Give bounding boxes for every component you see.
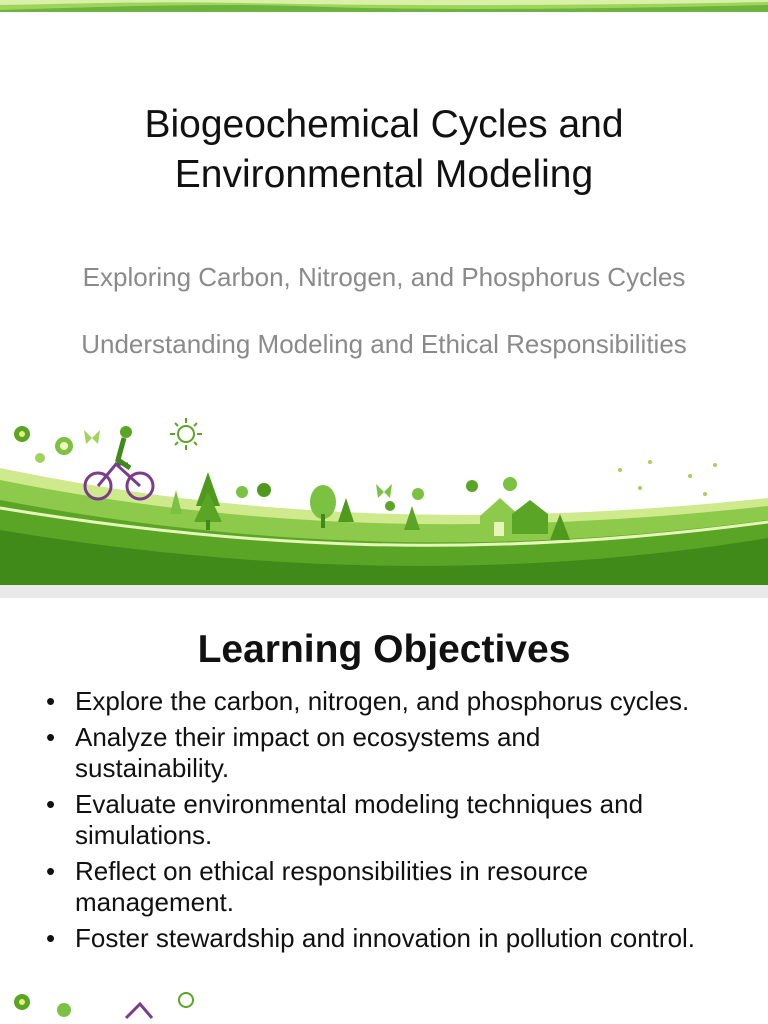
list-item [0, 856, 700, 918]
list-item [0, 722, 700, 784]
bullet-icon: • [46, 789, 56, 819]
slide-separator [0, 585, 768, 598]
top-grass-band [0, 0, 768, 12]
sun-icon [170, 418, 202, 450]
eco-landscape-illustration [0, 410, 768, 585]
subtitle-line-1: Exploring Carbon, Nitrogen, and Phosphorus Cycles [82, 262, 686, 292]
bullet-icon: • [46, 856, 56, 886]
slide-title: Biogeochemical Cycles and Environmental Modeling [144, 103, 624, 196]
house-icon [480, 498, 548, 536]
bullet-icon: • [46, 722, 56, 752]
objective-text: Evaluate environmental modeling techniques and simulations. [75, 789, 644, 850]
corner-flower-decoration [0, 988, 220, 1024]
bullet-icon: • [46, 923, 56, 953]
list-item [0, 923, 700, 954]
bullet-icon: • [46, 686, 56, 716]
list-item [0, 789, 700, 851]
objectives-title: Learning Objectives [197, 628, 571, 671]
objective-text: Analyze their impact on ecosystems and sustainability. [75, 722, 541, 783]
list-item [0, 686, 700, 717]
subtitle-line-2: Understanding Modeling and Ethical Responsibilities [81, 329, 687, 359]
objective-text: Foster stewardship and innovation in pollution control. [75, 923, 696, 953]
objective-text: Reflect on ethical responsibilities in resource management. [75, 856, 589, 917]
objectives-slide [0, 598, 768, 1024]
objectives-list [0, 686, 700, 959]
objective-text: Explore the carbon, nitrogen, and phosphorus cycles. [75, 686, 690, 716]
